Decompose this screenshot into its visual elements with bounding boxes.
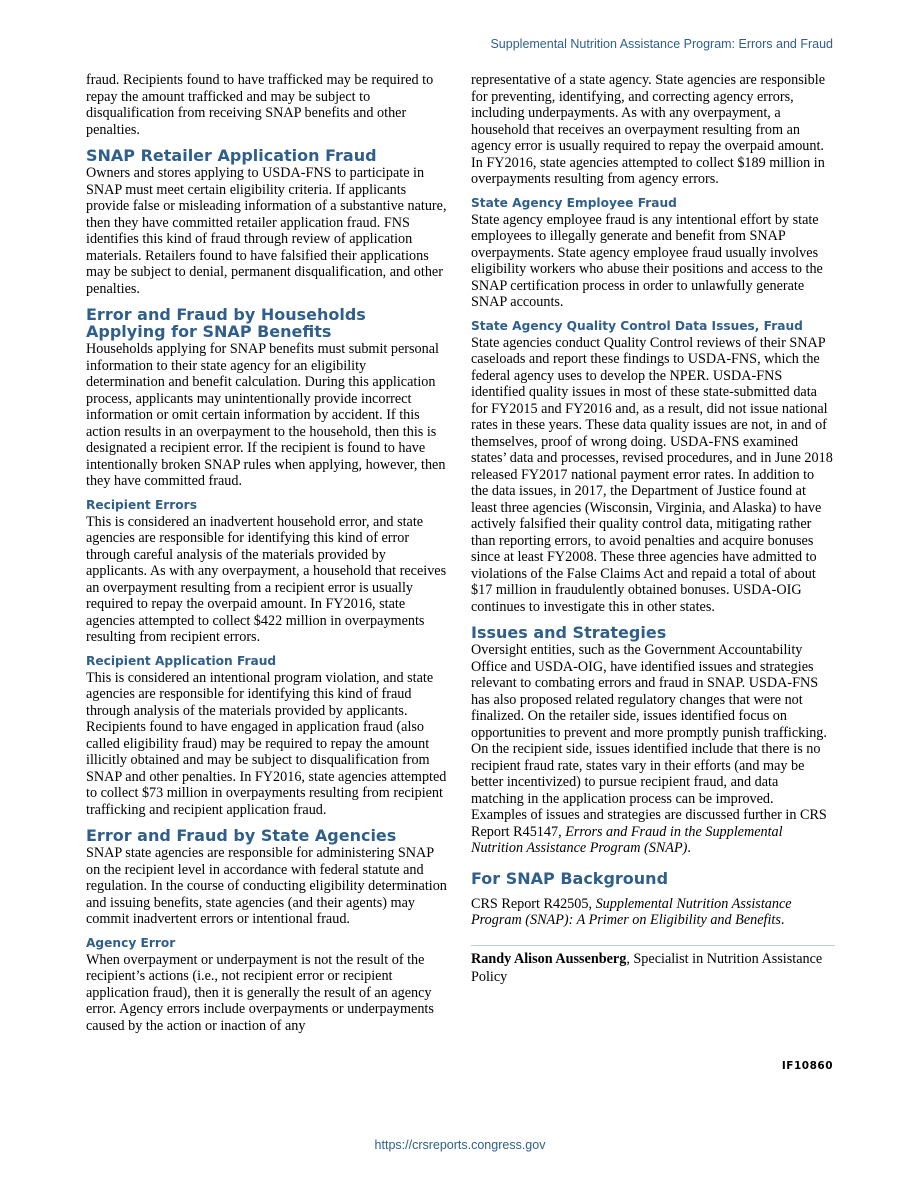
author-title: , Specialist in Nutrition Assistance Policy bbox=[471, 950, 823, 985]
recipient-fraud-paragraph: This is considered an intentional program violation, and state agencies are responsible for identifying this kind of fraud through analysis of the materials provided by applicants. Recipients found to have engaged in application fraud (also called eligibility fraud) may be required to repay the amount illicitly obtained and may be subject to disqualification from SNAP and other penalties. In FY2016, state agencies attempted to collect $73 million in overpayments resulting from recipient trafficking and recipient application fraud. bbox=[86, 669, 447, 818]
issues-period: . bbox=[687, 840, 691, 856]
background-report-citation: Supplemental Nutrition Assistance Program (SNAP): A Primer on Eligibility and Benefits bbox=[471, 895, 792, 928]
agency-error-heading: Agency Error bbox=[86, 935, 176, 950]
employee-fraud-heading: State Agency Employee Fraud bbox=[471, 195, 677, 210]
issues-paragraph bbox=[471, 642, 833, 857]
author-divider bbox=[471, 945, 835, 946]
running-header: Supplemental Nutrition Assistance Program: Errors and Fraud bbox=[490, 37, 833, 51]
author-name: Randy Alison Aussenberg bbox=[471, 950, 627, 967]
recipient-fraud-heading: Recipient Application Fraud bbox=[86, 653, 277, 668]
recipient-errors-heading: Recipient Errors bbox=[86, 497, 197, 512]
households-heading: Error and Fraud by Households Applying for SNAP Benefits bbox=[86, 305, 366, 341]
retailer-paragraph: Owners and stores applying to USDA-FNS to participate in SNAP must meet certain eligibility criteria. If applicants provide false or misleading information of a substantive nature, then they have committed retailer application fraud. FNS identifies this kind of fraud through review of application materials. Retailers found to have falsified their applications may be subject to denial, permanent disqualification, and other penalties. bbox=[86, 165, 447, 297]
agency-error-paragraph: When overpayment or underpayment is not the result of the recipient’s actions (i.e., not recipient error or recipient application fraud), then it is generally the result of an agency error. Agency errors include overpayments or underpayments caused by the action or inaction of any bbox=[86, 951, 434, 1034]
agency-error-continued: representative of a state agency. State agencies are responsible for preventing, identifying, and correcting agency errors, including underpayments. As with any overpayment, a household that receives an overpayment resulting from an agency error is usually required to repay the overpaid amount. In FY2016, state agencies attempted to collect $189 million in overpayments resulting from agency errors. bbox=[471, 72, 825, 187]
state-agencies-heading: Error and Fraud by State Agencies bbox=[86, 826, 397, 845]
background-paragraph bbox=[471, 896, 833, 929]
state-agencies-paragraph: SNAP state agencies are responsible for administering SNAP on the recipient level in accordance with federal statute and regulation. In the course of conducting eligibility determination and issuing benefits, state agencies (and their agents) may commit inadvertent errors or intentional fraud. bbox=[86, 845, 447, 927]
left-column bbox=[86, 72, 448, 1034]
background-text: CRS Report R42505, bbox=[471, 895, 596, 912]
background-period: . bbox=[780, 912, 785, 928]
issues-report-citation: Errors and Fraud in the Supplemental Nutrition Assistance Program (SNAP) bbox=[471, 823, 783, 856]
quality-control-paragraph: State agencies conduct Quality Control reviews of their SNAP caseloads and report these findings to USDA-FNS, which the federal agency uses to develop the NPER. USDA-FNS identified quality issues in most of these state-submitted data for FY2015 and FY2016 and, as a result, did not issue national rates in these years. These data quality issues are not, in and of themselves, proof of wrong doing. USDA-FNS examined states’ data and processes, revised procedures, and in June 2018 released FY2017 national payment error rates. In addition to the data issues, in 2017, the Department of Justice found at least three agencies (Wisconsin, Virginia, and Alaska) to have actively falsified their quality control data, mitigating rather than reporting errors, to avoid penalties and acquire bonuses since at least FY2008. These three agencies have admitted to violations of the False Claims Act and repaid a total of about $17 million in fraudulently obtained bonuses. USDA-OIG continues to investigate this in other states. bbox=[471, 334, 833, 615]
issues-text: Oversight entities, such as the Government Accountability Office and USDA-OIG, have identified issues and strategies relevant to combating errors and fraud in SNAP. USDA-FNS has also proposed related regulatory changes that were not finalized. On the retailer side, issues identified focus on opportunities to prevent and more promptly punish trafficking. On the recipient side, issues identified include that there is no recipient fraud rate, states vary in their efforts (and may be better incentivized) to pursue recipient fraud, and data matching in the application process can be improved. Examples of issues and strategies are discussed further in CRS Report R45147, bbox=[471, 642, 827, 840]
households-paragraph: Households applying for SNAP benefits must submit personal information to their state agency for an eligibility determination and benefit calculation. During this application process, applicants may unintentionally provide incorrect information or omit certain information by accident. If this action results in an overpayment to the household, then this is designated a recipient error. If the recipient is found to have intentionally broken SNAP rules when applying, however, then they have committed fraud. bbox=[86, 341, 446, 489]
issues-heading: Issues and Strategies bbox=[471, 623, 667, 642]
quality-control-heading: State Agency Quality Control Data Issues, Fraud bbox=[471, 318, 803, 333]
intro-paragraph: fraud. Recipients found to have trafficked may be required to repay the amount trafficked and may be subject to disqualification from receiving SNAP benefits and other penalties. bbox=[86, 72, 434, 138]
employee-fraud-paragraph: State agency employee fraud is any intentional effort by state employees to illegally generate and benefit from SNAP overpayments. State agency employee fraud usually involves eligibility workers who abuse their positions and access to the SNAP certification process in order to unlawfully generate SNAP accounts. bbox=[471, 211, 823, 310]
recipient-errors-paragraph: This is considered an inadvertent household error, and state agencies are responsible for identifying this kind of error through careful analysis of the materials provided by applicants. As with any overpayment, a household that receives an overpayment resulting from a recipient error is usually required to repay the overpaid amount. In FY2016, state agencies attempted to collect $422 million in overpayments resulting from recipient errors. bbox=[86, 513, 447, 645]
retailer-heading: SNAP Retailer Application Fraud bbox=[86, 146, 377, 165]
report-id: IF10860 bbox=[781, 1060, 833, 1072]
right-column bbox=[471, 72, 833, 986]
author-byline bbox=[471, 950, 833, 986]
background-heading: For SNAP Background bbox=[471, 868, 669, 888]
footer-url[interactable]: https://crsreports.congress.gov bbox=[374, 1138, 546, 1152]
